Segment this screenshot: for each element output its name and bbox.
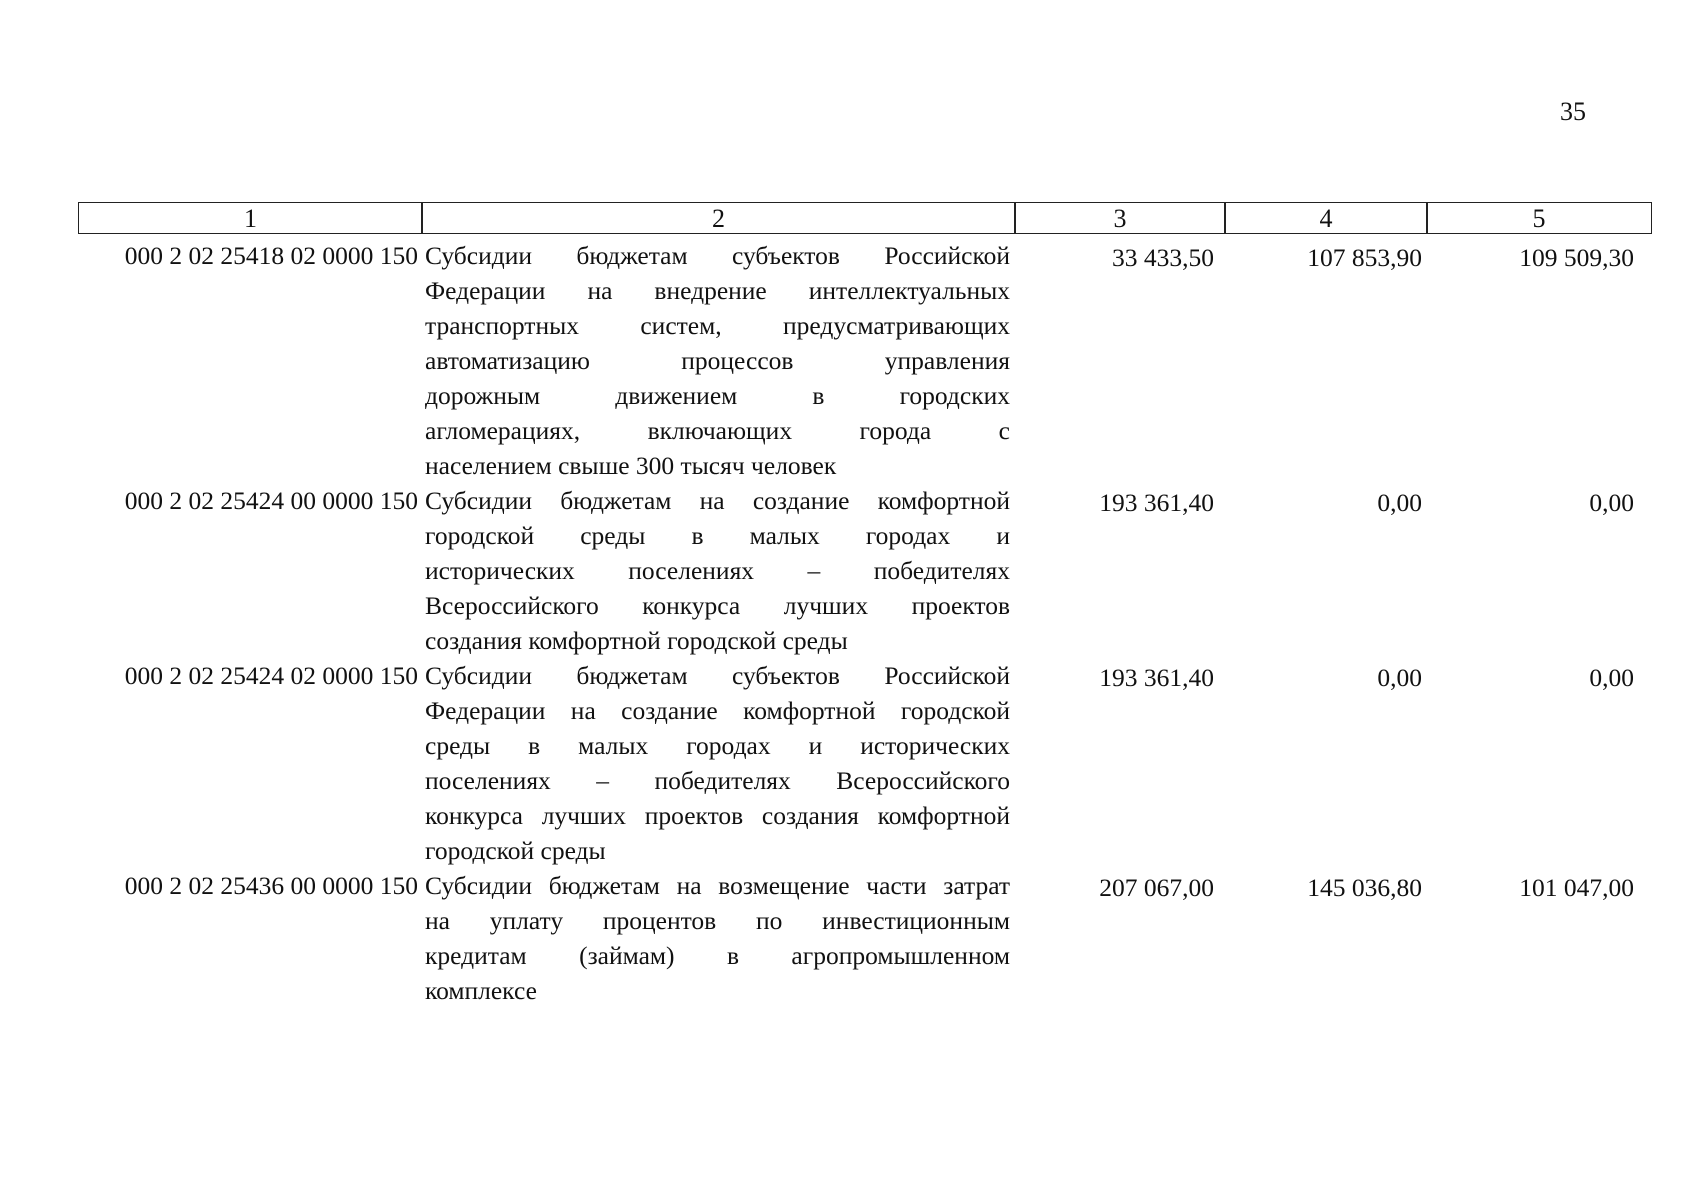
table-row xyxy=(78,658,1652,868)
description-line: создания комфортной городской среды xyxy=(425,626,848,655)
description-line: на уплату процентов по инвестиционным xyxy=(425,906,1010,935)
header-col-3: 3 xyxy=(1014,202,1226,234)
value-col-5: 109 509,30 xyxy=(1519,243,1634,272)
description-line: городской среды в малых городах и xyxy=(425,521,1010,550)
description-line: Субсидии бюджетам на создание комфортной xyxy=(425,486,1010,515)
value-col-3: 193 361,40 xyxy=(1099,488,1214,517)
description-line: Субсидии бюджетам на возмещение части затрат xyxy=(425,871,1010,900)
description-line: автоматизацию процессов управления xyxy=(425,346,1010,375)
budget-code: 000 2 02 25424 02 0000 150 xyxy=(124,661,418,690)
table-header xyxy=(78,202,1652,236)
description-line: конкурса лучших проектов создания комфортной xyxy=(425,801,1010,830)
header-col-5: 5 xyxy=(1426,202,1652,234)
description-line: транспортных систем, предусматривающих xyxy=(425,311,1010,340)
budget-code: 000 2 02 25418 02 0000 150 xyxy=(124,241,418,270)
budget-code: 000 2 02 25436 00 0000 150 xyxy=(124,871,418,900)
description-line: кредитам (займам) в агропромышленном xyxy=(425,941,1010,970)
table-row xyxy=(78,868,1652,1008)
description-line: Всероссийского конкурса лучших проектов xyxy=(425,591,1010,620)
row-description xyxy=(425,238,1010,483)
description-line: дорожным движением в городских xyxy=(425,381,1010,410)
description-line: исторических поселениях – победителях xyxy=(425,556,1010,585)
value-col-4: 145 036,80 xyxy=(1307,873,1422,902)
value-col-4: 0,00 xyxy=(1377,663,1422,692)
description-line: Федерации на внедрение интеллектуальных xyxy=(425,276,1010,305)
description-line: комплексе xyxy=(425,976,537,1005)
description-line: городской среды xyxy=(425,836,606,865)
value-col-3: 33 433,50 xyxy=(1112,243,1214,272)
header-col-4: 4 xyxy=(1224,202,1428,234)
header-col-1: 1 xyxy=(78,202,423,234)
value-col-5: 0,00 xyxy=(1589,663,1634,692)
description-line: населением свыше 300 тысяч человек xyxy=(425,451,837,480)
row-description xyxy=(425,658,1010,868)
budget-code: 000 2 02 25424 00 0000 150 xyxy=(124,486,418,515)
description-line: Субсидии бюджетам субъектов Российской xyxy=(425,661,1010,690)
table-row xyxy=(78,238,1652,483)
value-col-5: 101 047,00 xyxy=(1519,873,1634,902)
value-col-3: 193 361,40 xyxy=(1099,663,1214,692)
value-col-5: 0,00 xyxy=(1589,488,1634,517)
page-number: 35 xyxy=(1560,97,1586,126)
table-body xyxy=(78,238,1652,1008)
header-col-2: 2 xyxy=(421,202,1016,234)
description-line: агломерациях, включающих города с xyxy=(425,416,1010,445)
description-line: среды в малых городах и исторических xyxy=(425,731,1010,760)
description-line: Федерации на создание комфортной городской xyxy=(425,696,1010,725)
description-line: поселениях – победителях Всероссийского xyxy=(425,766,1010,795)
table-row xyxy=(78,483,1652,658)
value-col-3: 207 067,00 xyxy=(1099,873,1214,902)
value-col-4: 107 853,90 xyxy=(1307,243,1422,272)
row-description xyxy=(425,868,1010,1008)
value-col-4: 0,00 xyxy=(1377,488,1422,517)
description-line: Субсидии бюджетам субъектов Российской xyxy=(425,241,1010,270)
row-description xyxy=(425,483,1010,658)
